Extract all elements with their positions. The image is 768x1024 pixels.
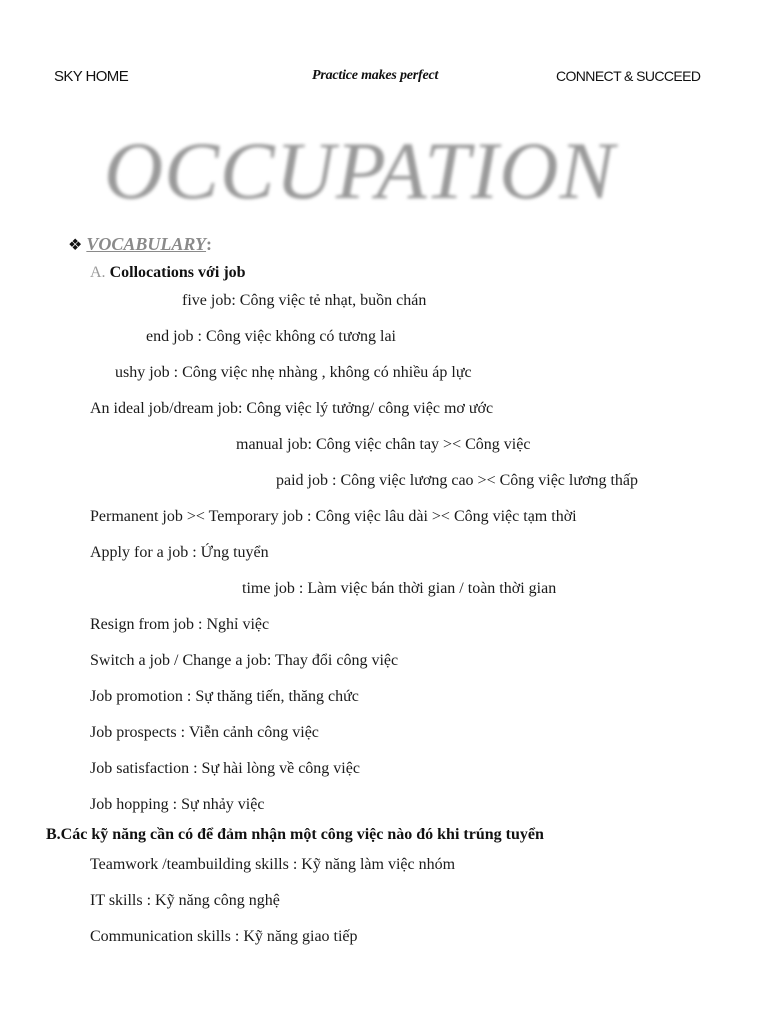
section-b-heading: B.Các kỹ năng cần có để đảm nhận một công việc nào đó khi trúng tuyển [46, 826, 544, 843]
header-center-slogan: Practice makes perfect [312, 68, 439, 83]
header-right-slogan: CONNECT & SUCCEED [556, 68, 701, 84]
list-item: Permanent job >< Temporary job : Công việc lâu dài >< Công việc tạm thời [90, 508, 577, 525]
list-item: paid job : Công việc lương cao >< Công việc lương thấp [276, 472, 639, 489]
list-item: Job satisfaction : Sự hài lòng về công việc [90, 760, 360, 777]
header-left-brand: SKY HOME [54, 68, 129, 85]
list-item: An ideal job/dream job: Công việc lý tưởng/ công việc mơ ước [90, 400, 494, 417]
vocabulary-label: VOCABULARY [86, 234, 207, 254]
list-item: end job : Công việc không có tương lai [146, 328, 396, 345]
list-item: Teamwork /teambuilding skills : Kỹ năng làm việc nhóm [90, 856, 456, 873]
list-item: time job : Làm việc bán thời gian / toàn thời gian [242, 580, 557, 597]
list-item: ushy job : Công việc nhẹ nhàng , không có nhiều áp lực [115, 364, 472, 381]
list-item: manual job: Công việc chân tay >< Công việc [236, 436, 531, 453]
list-item: Resign from job : Nghỉ việc [90, 616, 270, 633]
page-title: OCCUPATION [104, 125, 616, 216]
list-item: Job promotion : Sự thăng tiến, thăng chức [90, 688, 359, 705]
list-item: Job hopping : Sự nhảy việc [90, 796, 265, 813]
diamond-bullet-icon: ❖ [68, 237, 83, 254]
vocabulary-heading [68, 234, 212, 255]
list-item: five job: Công việc tẻ nhạt, buồn chán [182, 292, 427, 309]
section-a-title: Collocations với job [109, 264, 246, 281]
list-item: Switch a job / Change a job: Thay đổi công việc [90, 652, 399, 669]
list-item: Job prospects : Viễn cảnh công việc [90, 724, 319, 741]
section-a-heading [90, 264, 246, 282]
list-item: IT skills : Kỹ năng công nghệ [90, 892, 280, 909]
list-item: Apply for a job : Ứng tuyển [90, 544, 269, 561]
list-item: Communication skills : Kỹ năng giao tiếp [90, 928, 358, 945]
vocabulary-colon: : [206, 234, 213, 254]
section-a-letter: A. [90, 264, 106, 281]
